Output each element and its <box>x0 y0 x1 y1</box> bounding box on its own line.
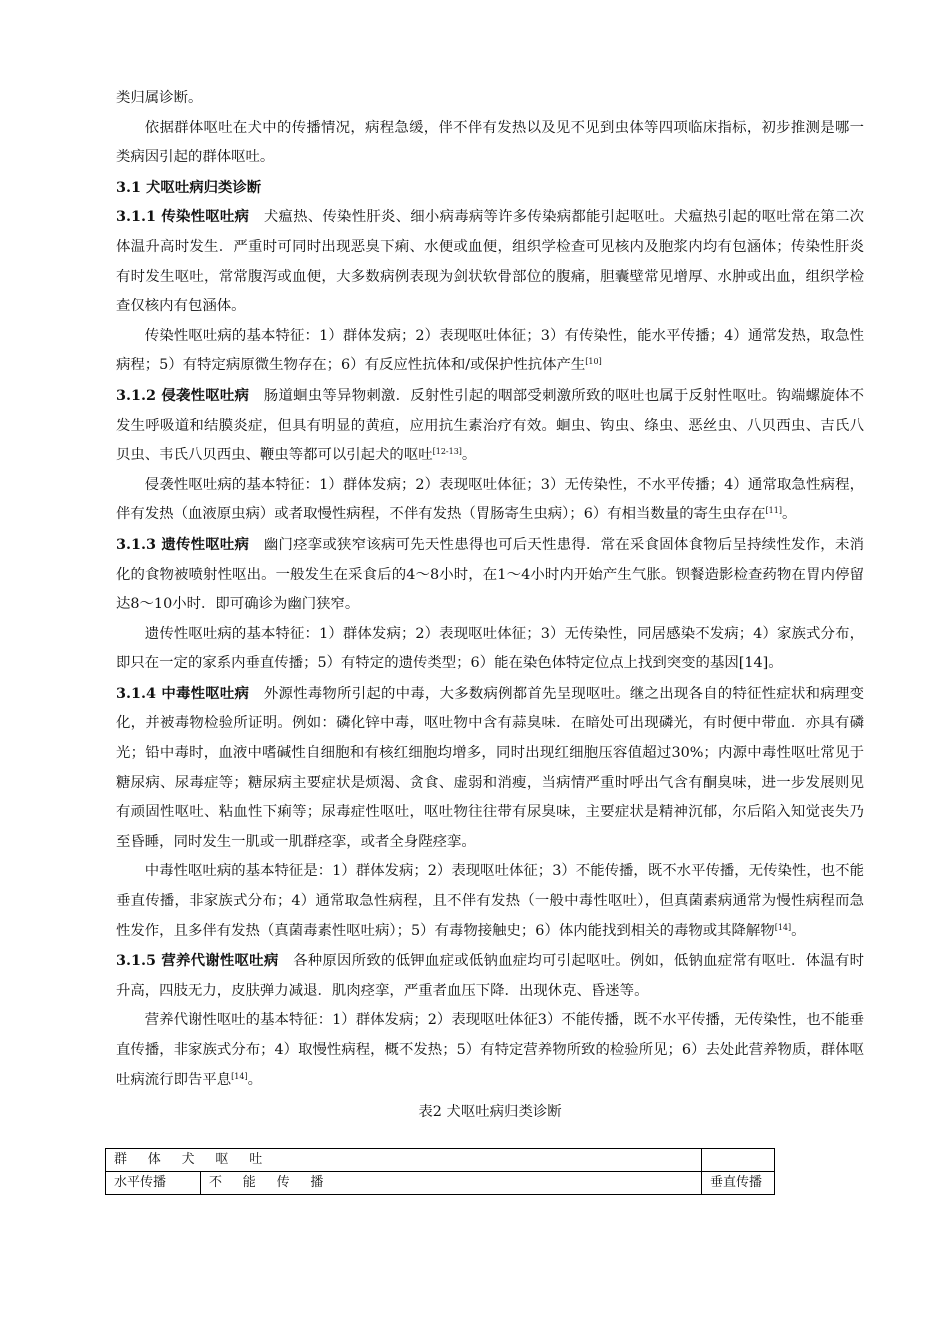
subsection-1-features <box>116 322 864 381</box>
subsection-5-heading: 3.1.5 营养代谢性呕吐病 <box>116 952 279 970</box>
citation: [14] <box>231 1071 248 1081</box>
subsection-5-body <box>116 946 864 1006</box>
subsection-4-text: 外源性毒物所引起的中毒，大多数病例都首先呈现呕吐。继之出现各自的特征性症状和病理变化，并被毒物检验所证明。例如：磷化锌中毒，呕吐物中含有蒜臭味．在暗处可出现磷光，有时便中带血．亦具有磷光；铅中毒时，血液中嗜碱性自细胞和有核红细胞均增多，同时出现红细胞压容值超过30%；内源中毒性呕吐常见于糖尿病、尿毒症等；糖尿病主要症状是烦渴、贪食、虚弱和消瘦，当病情严重时呼出气含有酮臭味，进一步发展则见有顽固性呕吐、粘血性下痢等；尿毒症性呕吐，呕吐物往往带有尿臭味，主要症状是精神沉郁，尔后陷入知觉丧失乃至昏睡，同时发生一肌或一肌群痉挛，或者全身陛痉挛。 <box>116 685 864 850</box>
paragraph-1: 类归属诊断。 <box>116 90 203 106</box>
subsection-3-heading: 3.1.3 遗传性呕吐病 <box>116 535 250 553</box>
subsection-5-features-text: 营养代谢性呕吐的基本特征：1）群体发病；2）表现呕吐体征3）不能传播，既不水平传播，无传染性，也不能垂直传播，非家族式分布；4）取慢性病程，概不发热；5）有特定营养物所致的检验所见；6）去处此营养物质，群体呕吐病流行即告平息 <box>116 1012 864 1088</box>
subsection-2-text: 肠道蛔虫等异物刺激．反射性引起的咽部受刺激所致的呕吐也属于反射性呕吐。钩端螺旋体不发生呼吸道和结膜炎症，但具有明显的黄疸，应用抗生素治疗有效。蛔虫、钩虫、绦虫、恶丝虫、八贝西虫、吉氏八贝虫、韦氏八贝西虫、鞭虫等都可以引起犬的呕吐 <box>116 387 864 464</box>
table-cell <box>702 1149 775 1172</box>
table-row <box>106 1149 775 1172</box>
punctuation: 。 <box>461 447 477 464</box>
citation: [12-13] <box>432 447 462 457</box>
citation: [11] <box>765 506 782 516</box>
subsection-3-features: 遗传性呕吐病的基本特征：1）群体发病；2）表现呕吐体征；3）无传染性，同居感染不发病；4）家族式分布，即只在一定的家系内垂直传播；5）有特定的遗传类型；6）能在染色体特定位点上找到突变的基因[14]。 <box>116 625 864 672</box>
section-heading: 3.1 犬呕吐病归类诊断 <box>116 178 262 196</box>
subsection-3-text: 幽门痉挛或狭窄该病可先天性患得也可后天性患得．常在采食固体食物后呈持续性发作，未消化的食物被喷射性呕出。一般发生在采食后的4～8小时，在1～4小时内开始产生气胀。钡餐造影检查药物在胃内停留达8～10小时．即可确诊为幽门狭窄。 <box>116 536 864 613</box>
subsection-1-features-text: 传染性呕吐病的基本特征：1）群体发病；2）表现呕吐体征；3）有传染性，能水平传播；4）通常发热，取急性病程；5）有特定病原微生物存在；6）有反应性抗体和/或保护性抗体产生 <box>116 327 864 374</box>
subsection-1-text: 犬瘟热、传染性肝炎、细小病毒病等许多传染病都能引起呕吐。犬瘟热引起的呕吐常在第二次体温升高时发生．严重时可同时出现恶臭下痢、水便或血便，组织学检查可见核内及胞浆内均有包涵体；传染性肝炎有时发生呕吐，常常腹泻或血便，大多数病例表现为剑状软骨部位的腹痛，胆囊壁常见增厚、水肿或出血，组织学检查仅核内有包涵体。 <box>116 209 864 315</box>
table-row <box>106 1172 775 1195</box>
subsection-2-body <box>116 381 864 471</box>
subsection-2-features-text: 侵袭性呕吐病的基本特征：1）群体发病；2）表现呕吐体征；3）无传染性，不水平传播；4）通常取急性病程，伴有发热（血液原虫病）或者取慢性病程，不伴有发热（胃肠寄生虫病）；6）有相当数量的寄生虫存在 <box>116 476 864 523</box>
subsection-4-body <box>116 679 864 858</box>
subsection-5-text: 各种原因所致的低钾血症或低钠血症均可引起呕吐。例如，低钠血症常有呕吐．体温有时升高，四肢无力，皮肤弹力减退．肌肉痉挛，严重者血压下降．出现休克、昏迷等。 <box>116 953 864 999</box>
subsection-3-body <box>116 530 864 620</box>
subsection-2-heading: 3.1.2 侵袭性呕吐病 <box>116 386 250 404</box>
subsection-1-body <box>116 202 864 321</box>
punctuation: 。 <box>247 1071 262 1088</box>
subsection-1-heading: 3.1.1 传染性呕吐病 <box>116 208 250 226</box>
subsection-2-features: 侵袭性呕吐病的基本特征：1）群体发病；2）表现呕吐体征；3）无传染性，不水平传播；4）通常取急性病程，伴有发热（血液原虫病）或者取慢性病程，不伴有发热（胃肠寄生虫病）；6）有相当数量的寄生虫存在[11]。 <box>116 476 864 523</box>
table-header-cell: 群体犬呕吐 <box>106 1149 702 1172</box>
table-cell-right: 垂直传播 <box>702 1172 775 1195</box>
table-cell-mid: 不能传播 <box>201 1172 702 1195</box>
citation: [14] <box>774 922 792 932</box>
subsection-4-features-text: 中毒性呕吐病的基本特征是：1）群体发病；2）表现呕吐体征；3）不能传播，既不水平传播，无传染性，也不能垂直传播，非家族式分布；4）通常取急性病程，且不伴有发热（一般中毒性呕吐），但真菌素病通常为慢性病程而急性发作，且多伴有发热（真菌毒素性呕吐病）；5）有毒物接触史；6）体内能找到相关的毒物或其降解物 <box>116 863 864 939</box>
punctuation: 。 <box>791 922 806 939</box>
classification-table <box>105 1148 775 1195</box>
page-body <box>116 84 864 1123</box>
paragraph-2: 依据群体呕吐在犬中的传播情况，病程急缓，伴不伴有发热以及见不见到虫体等四项临床指标，初步推测是哪一类病因引起的群体呕吐。 <box>116 119 864 166</box>
subsection-4-heading: 3.1.4 中毒性呕吐病 <box>116 684 250 702</box>
subsection-4-features <box>116 857 864 946</box>
table-cell-left: 水平传播 <box>106 1172 201 1195</box>
citation: [10] <box>585 357 602 367</box>
subsection-5-features <box>116 1006 864 1095</box>
table-caption: 表2 犬呕吐病归类诊断 <box>418 1104 562 1121</box>
